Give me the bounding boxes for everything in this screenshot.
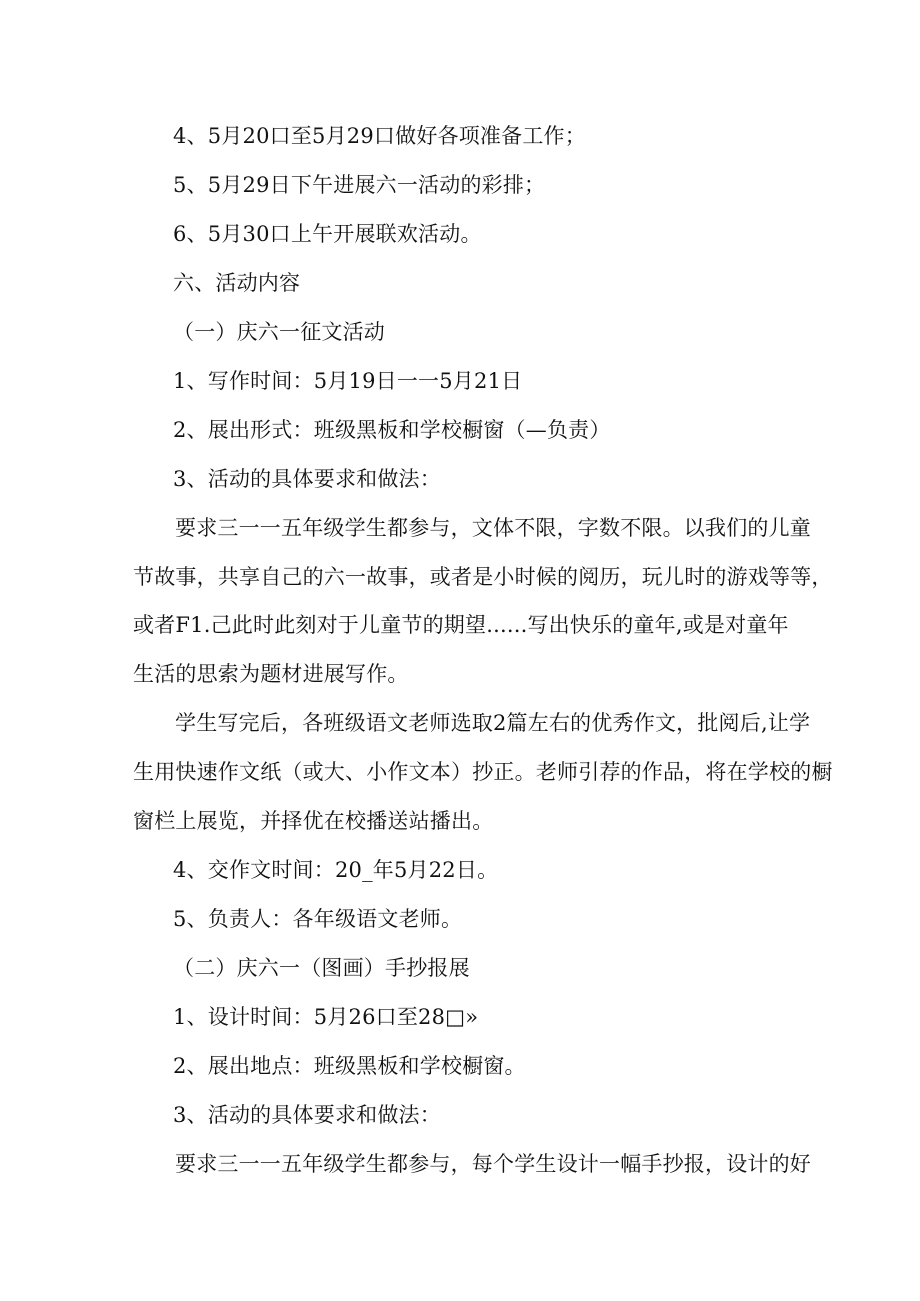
essay-paragraph-line-3: 或者F1.己此时此刻对于儿童节的期望......写出快乐的童年,或是对童年 bbox=[133, 613, 789, 637]
poster-paragraph-line-1: 要求三一一五年级学生都参与，每个学生设计一幅手抄报，设计的好 bbox=[175, 1152, 811, 1176]
selection-paragraph-line-2: 生用快速作文纸（或大、小作文本）抄正。老师引荐的作品，将在学校的橱 bbox=[133, 760, 833, 784]
essay-paragraph-line-2: 节故事，共享自己的六一故事，或者是小时候的阅历，玩儿时的游戏等等， bbox=[133, 565, 833, 589]
subsection-heading-essay: （一）庆六一征文活动 bbox=[173, 320, 385, 344]
essay-paragraph-line-1: 要求三一一五年级学生都参与，文体不限，字数不限。以我们的儿童 bbox=[175, 516, 811, 540]
essay-responsible-person: 5、负责人：各年级语文老师。 bbox=[173, 907, 463, 931]
poster-display-location: 2、展出地点：班级黑板和学校橱窗。 bbox=[173, 1054, 526, 1078]
selection-paragraph-line-3: 窗栏上展览，并择优在校播送站播出。 bbox=[133, 809, 494, 833]
selection-paragraph-line-1: 学生写完后，各班级语文老师选取2篇左右的优秀作文，批阅后,让学 bbox=[175, 711, 811, 735]
poster-design-time: 1、设计时间：5月26口至28□» bbox=[173, 1005, 479, 1029]
essay-display-format: 2、展出形式：班级黑板和学校橱窗（—负责） bbox=[173, 418, 611, 442]
essay-writing-time: 1、写作时间：5月19日一一5月21日 bbox=[173, 369, 523, 393]
essay-requirements-heading: 3、活动的具体要求和做法： bbox=[173, 467, 441, 491]
schedule-item-5: 5、5月29日下午进展六一活动的彩排； bbox=[173, 173, 546, 197]
schedule-item-4: 4、5月20口至5月29口做好各项准备工作； bbox=[173, 124, 586, 148]
schedule-item-6: 6、5月30口上午开展联欢活动。 bbox=[173, 222, 482, 246]
essay-paragraph-line-4: 生活的思索为题材进展写作。 bbox=[133, 662, 409, 686]
section-heading-activity-content: 六、活动内容 bbox=[173, 271, 301, 295]
essay-deadline: 4、交作文时间：20_年5月22日。 bbox=[173, 858, 499, 882]
poster-requirements-heading: 3、活动的具体要求和做法： bbox=[173, 1103, 441, 1127]
subsection-heading-poster: （二）庆六一（图画）手抄报展 bbox=[173, 956, 470, 980]
